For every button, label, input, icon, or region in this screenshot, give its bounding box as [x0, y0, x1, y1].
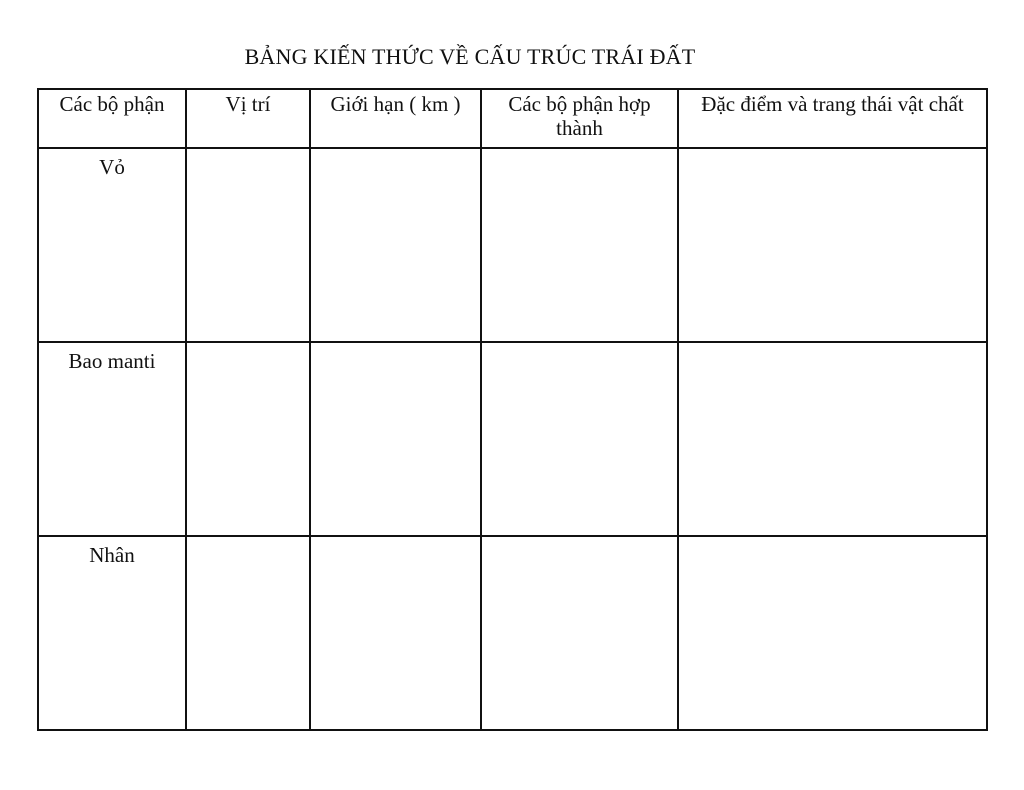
- header-parts: Các bộ phận: [38, 89, 186, 148]
- table-cell[interactable]: [186, 536, 310, 730]
- table-cell[interactable]: [186, 148, 310, 342]
- header-row: [38, 89, 987, 148]
- table-cell[interactable]: [481, 536, 678, 730]
- table-cell[interactable]: [310, 536, 481, 730]
- earth-structure-table: [37, 88, 988, 731]
- table-cell[interactable]: [678, 342, 987, 536]
- table-cell[interactable]: [186, 342, 310, 536]
- table-cell[interactable]: [678, 148, 987, 342]
- table-row-crust: [38, 148, 987, 342]
- table-cell[interactable]: [678, 536, 987, 730]
- table-cell[interactable]: [310, 148, 481, 342]
- header-limits-km: Giới hạn ( km ): [310, 89, 481, 148]
- row-label-crust: Vỏ: [38, 148, 186, 342]
- header-components: Các bộ phận hợp thành: [481, 89, 678, 148]
- table-row-core: [38, 536, 987, 730]
- header-characteristics: Đặc điểm và trang thái vật chất: [678, 89, 987, 148]
- row-label-mantle: Bao manti: [38, 342, 186, 536]
- header-position: Vị trí: [186, 89, 310, 148]
- row-label-core: Nhân: [38, 536, 186, 730]
- table-cell[interactable]: [310, 342, 481, 536]
- table-cell[interactable]: [481, 342, 678, 536]
- table-cell[interactable]: [481, 148, 678, 342]
- table-row-mantle: [38, 342, 987, 536]
- document-title: BẢNG KIẾN THỨC VỀ CẤU TRÚC TRÁI ĐẤT: [244, 44, 696, 69]
